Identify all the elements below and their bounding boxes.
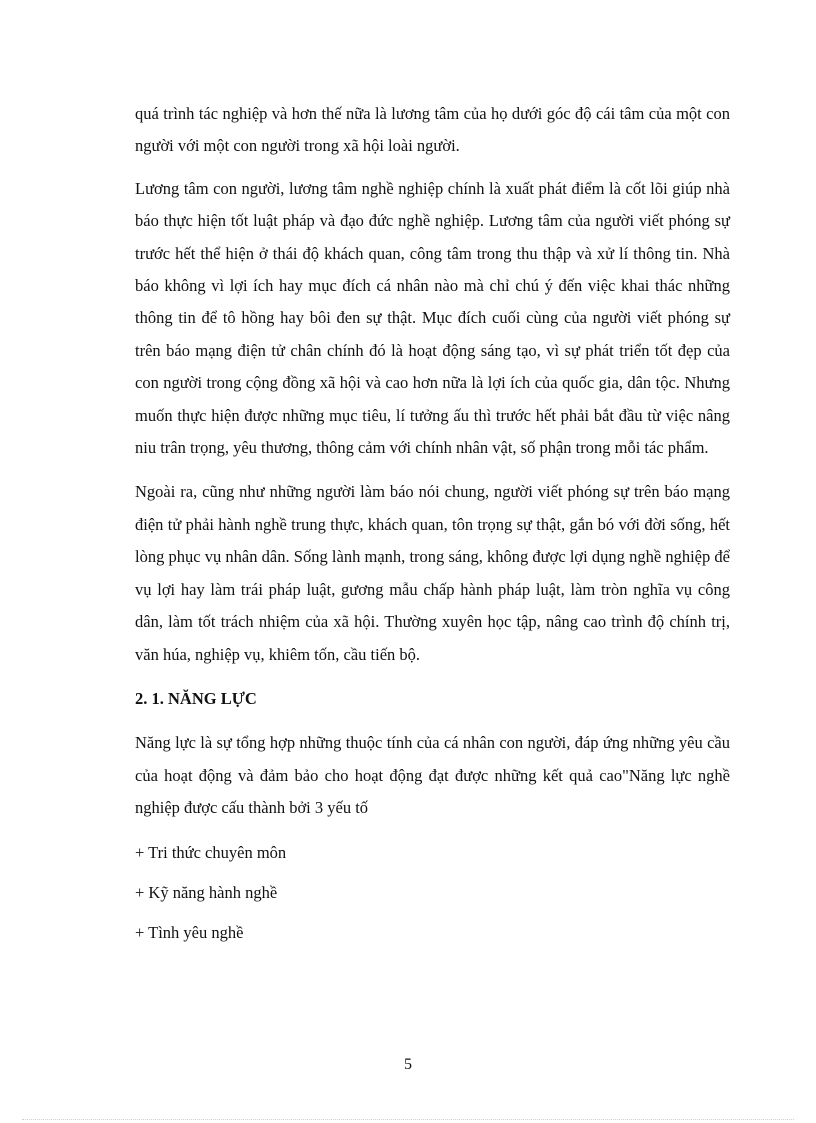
list-item-skills: + Kỹ năng hành nghề bbox=[135, 882, 278, 902]
list-item-passion: + Tình yêu nghề bbox=[135, 923, 244, 943]
section-heading: 2. 1. NĂNG LỰC bbox=[135, 688, 257, 708]
list-item-knowledge: + Tri thức chuyên môn bbox=[135, 842, 287, 862]
paragraph-ethics: Ngoài ra, cũng như những người làm báo nói chung, người viết phóng sự trên báo mạng điện tử phải hành nghề trung thực, khách quan, tôn trọng sự thật, gắn bó với đời sống, hết lòng phục vụ nhân dân. Sống lành mạnh, trong sáng, không được lợi dụng nghề nghiệp để vụ lợi hay làm trái pháp luật, gương mẫu chấp hành pháp luật, làm tròn nghĩa vụ công dân, làm tốt trách nhiệm của xã hội. Thường xuyên học tập, nâng cao trình độ chính trị, văn húa, nghiệp vụ, khiêm tốn, cầu tiến bộ. bbox=[135, 482, 730, 664]
paragraph-conscience: Lương tâm con người, lương tâm nghề nghiệp chính là xuất phát điểm là cốt lõi giúp nhà báo thực hiện tốt luật pháp và đạo đức nghề nghiệp. Lương tâm của người viết phóng sự trước hết thể hiện ở thái độ khách quan, công tâm trong thu thập và xử lí thông tin. Nhà báo không vì lợi ích hay mục đích cá nhân nào mà chỉ chú ý đến việc khai thác những thông tin để tô hồng hay bôi đen sự thật. Mục đích cuối cùng của người viết phóng sự trên báo mạng điện tử chân chính đó là hoạt động sáng tạo, vì sự phát triển tốt đẹp của con người trong cộng đồng xã hội và cao hơn nữa là lợi ích của quốc gia, dân tộc. Nhưng muốn thực hiện được những mục tiêu, lí tưởng ấu thì trước hết phải bắt đầu từ việc nâng niu trân trọng, yêu thương, thông cảm với chính nhân vật, số phận trong mỗi tác phẩm. bbox=[135, 178, 730, 458]
page-body bbox=[135, 98, 730, 958]
page-number: 5 bbox=[404, 1056, 412, 1073]
paragraph-continuation: quá trình tác nghiệp và hơn thế nữa là lương tâm của họ dưới góc độ cái tâm của một con người với một con người trong xã hội loài người. bbox=[135, 104, 730, 156]
page-bottom-divider bbox=[22, 1119, 794, 1120]
paragraph-competence: Năng lực là sự tổng hợp những thuộc tính của cá nhân con người, đáp ứng những yêu cầu của hoạt động và đảm bảo cho hoạt động đạt được những kết quả cao"Năng lực nghề nghiệp được cấu thành bởi 3 yếu tố bbox=[135, 733, 730, 818]
